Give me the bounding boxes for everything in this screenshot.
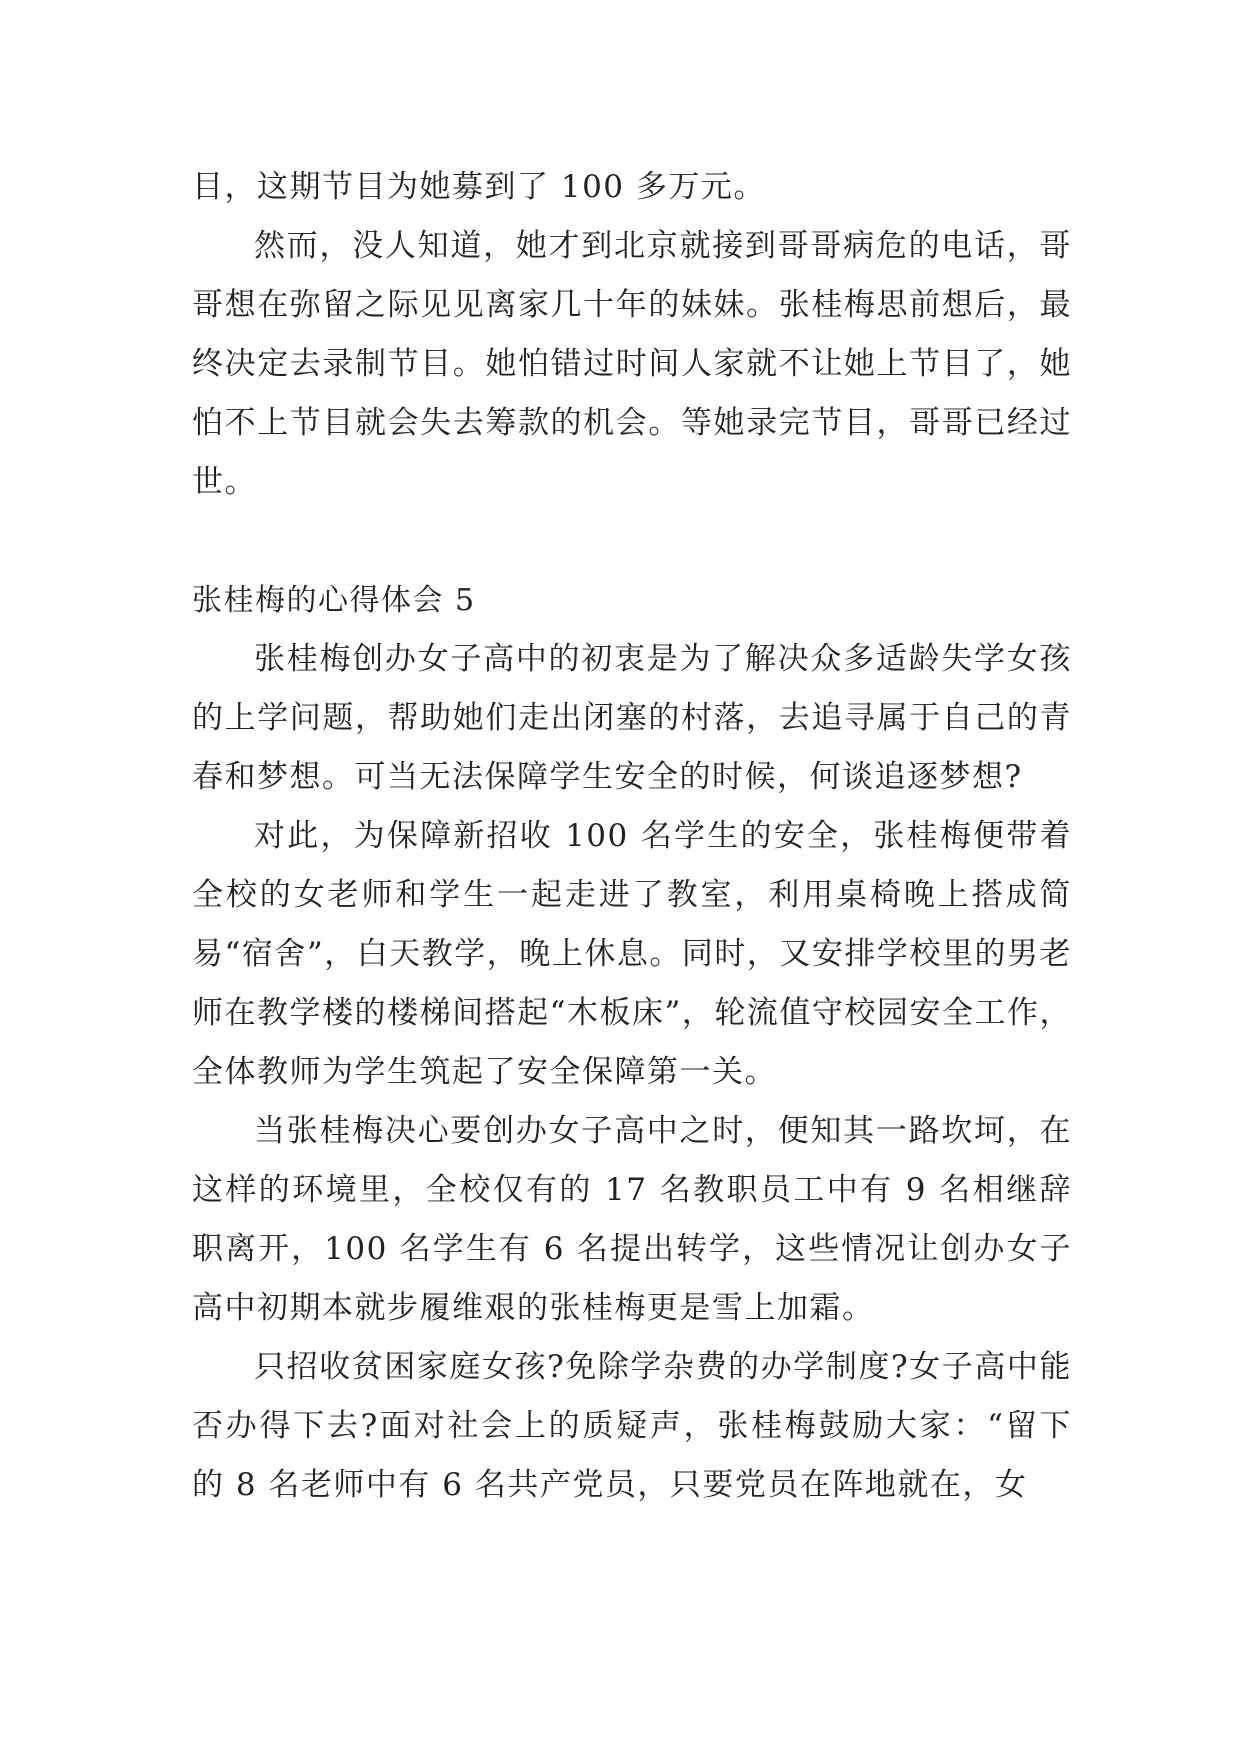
paragraph: 当张桂梅决心要创办女子高中之时，便知其一路坎坷，在这样的环境里，全校仅有的 17 名教职员工中有 9 名相继辞职离开，100 名学生有 6 名提出转学，这些情况让创办女子高中初期本就步履维艰的张桂梅更是雪上加霜。 <box>192 1113 1072 1326</box>
paragraph: 只招收贫困家庭女孩?免除学杂费的办学制度?女子高中能否办得下去?面对社会上的质疑声，张桂梅鼓励大家：“留下的 8 名老师中有 6 名共产党员，只要党员在阵地就在，女 <box>192 1349 1072 1503</box>
section-title: 张桂梅的心得体会 5 <box>192 583 476 618</box>
paragraph: 然而，没人知道，她才到北京就接到哥哥病危的电话，哥哥想在弥留之际见见离家几十年的妹妹。张桂梅思前想后，最终决定去录制节目。她怕错过时间人家就不让她上节目了，她怕不上节目就会失去筹款的机会。等她录完节目，哥哥已经过世。 <box>192 228 1072 500</box>
document-body <box>192 158 1072 1515</box>
paragraph: 对此，为保障新招收 100 名学生的安全，张桂梅便带着全校的女老师和学生一起走进了教室，利用桌椅晚上搭成简易“宿舍”，白天教学，晚上休息。同时，又安排学校里的男老师在教学楼的楼梯间搭起“木板床”，轮流值守校园安全工作，全体教师为学生筑起了安全保障第一关。 <box>192 818 1072 1090</box>
paragraph: 张桂梅创办女子高中的初衷是为了解决众多适龄失学女孩的上学问题，帮助她们走出闭塞的村落，去追寻属于自己的青春和梦想。可当无法保障学生安全的时候，何谈追逐梦想? <box>192 641 1072 795</box>
paragraph-continued: 目，这期节目为她募到了 100 多万元。 <box>192 169 766 205</box>
